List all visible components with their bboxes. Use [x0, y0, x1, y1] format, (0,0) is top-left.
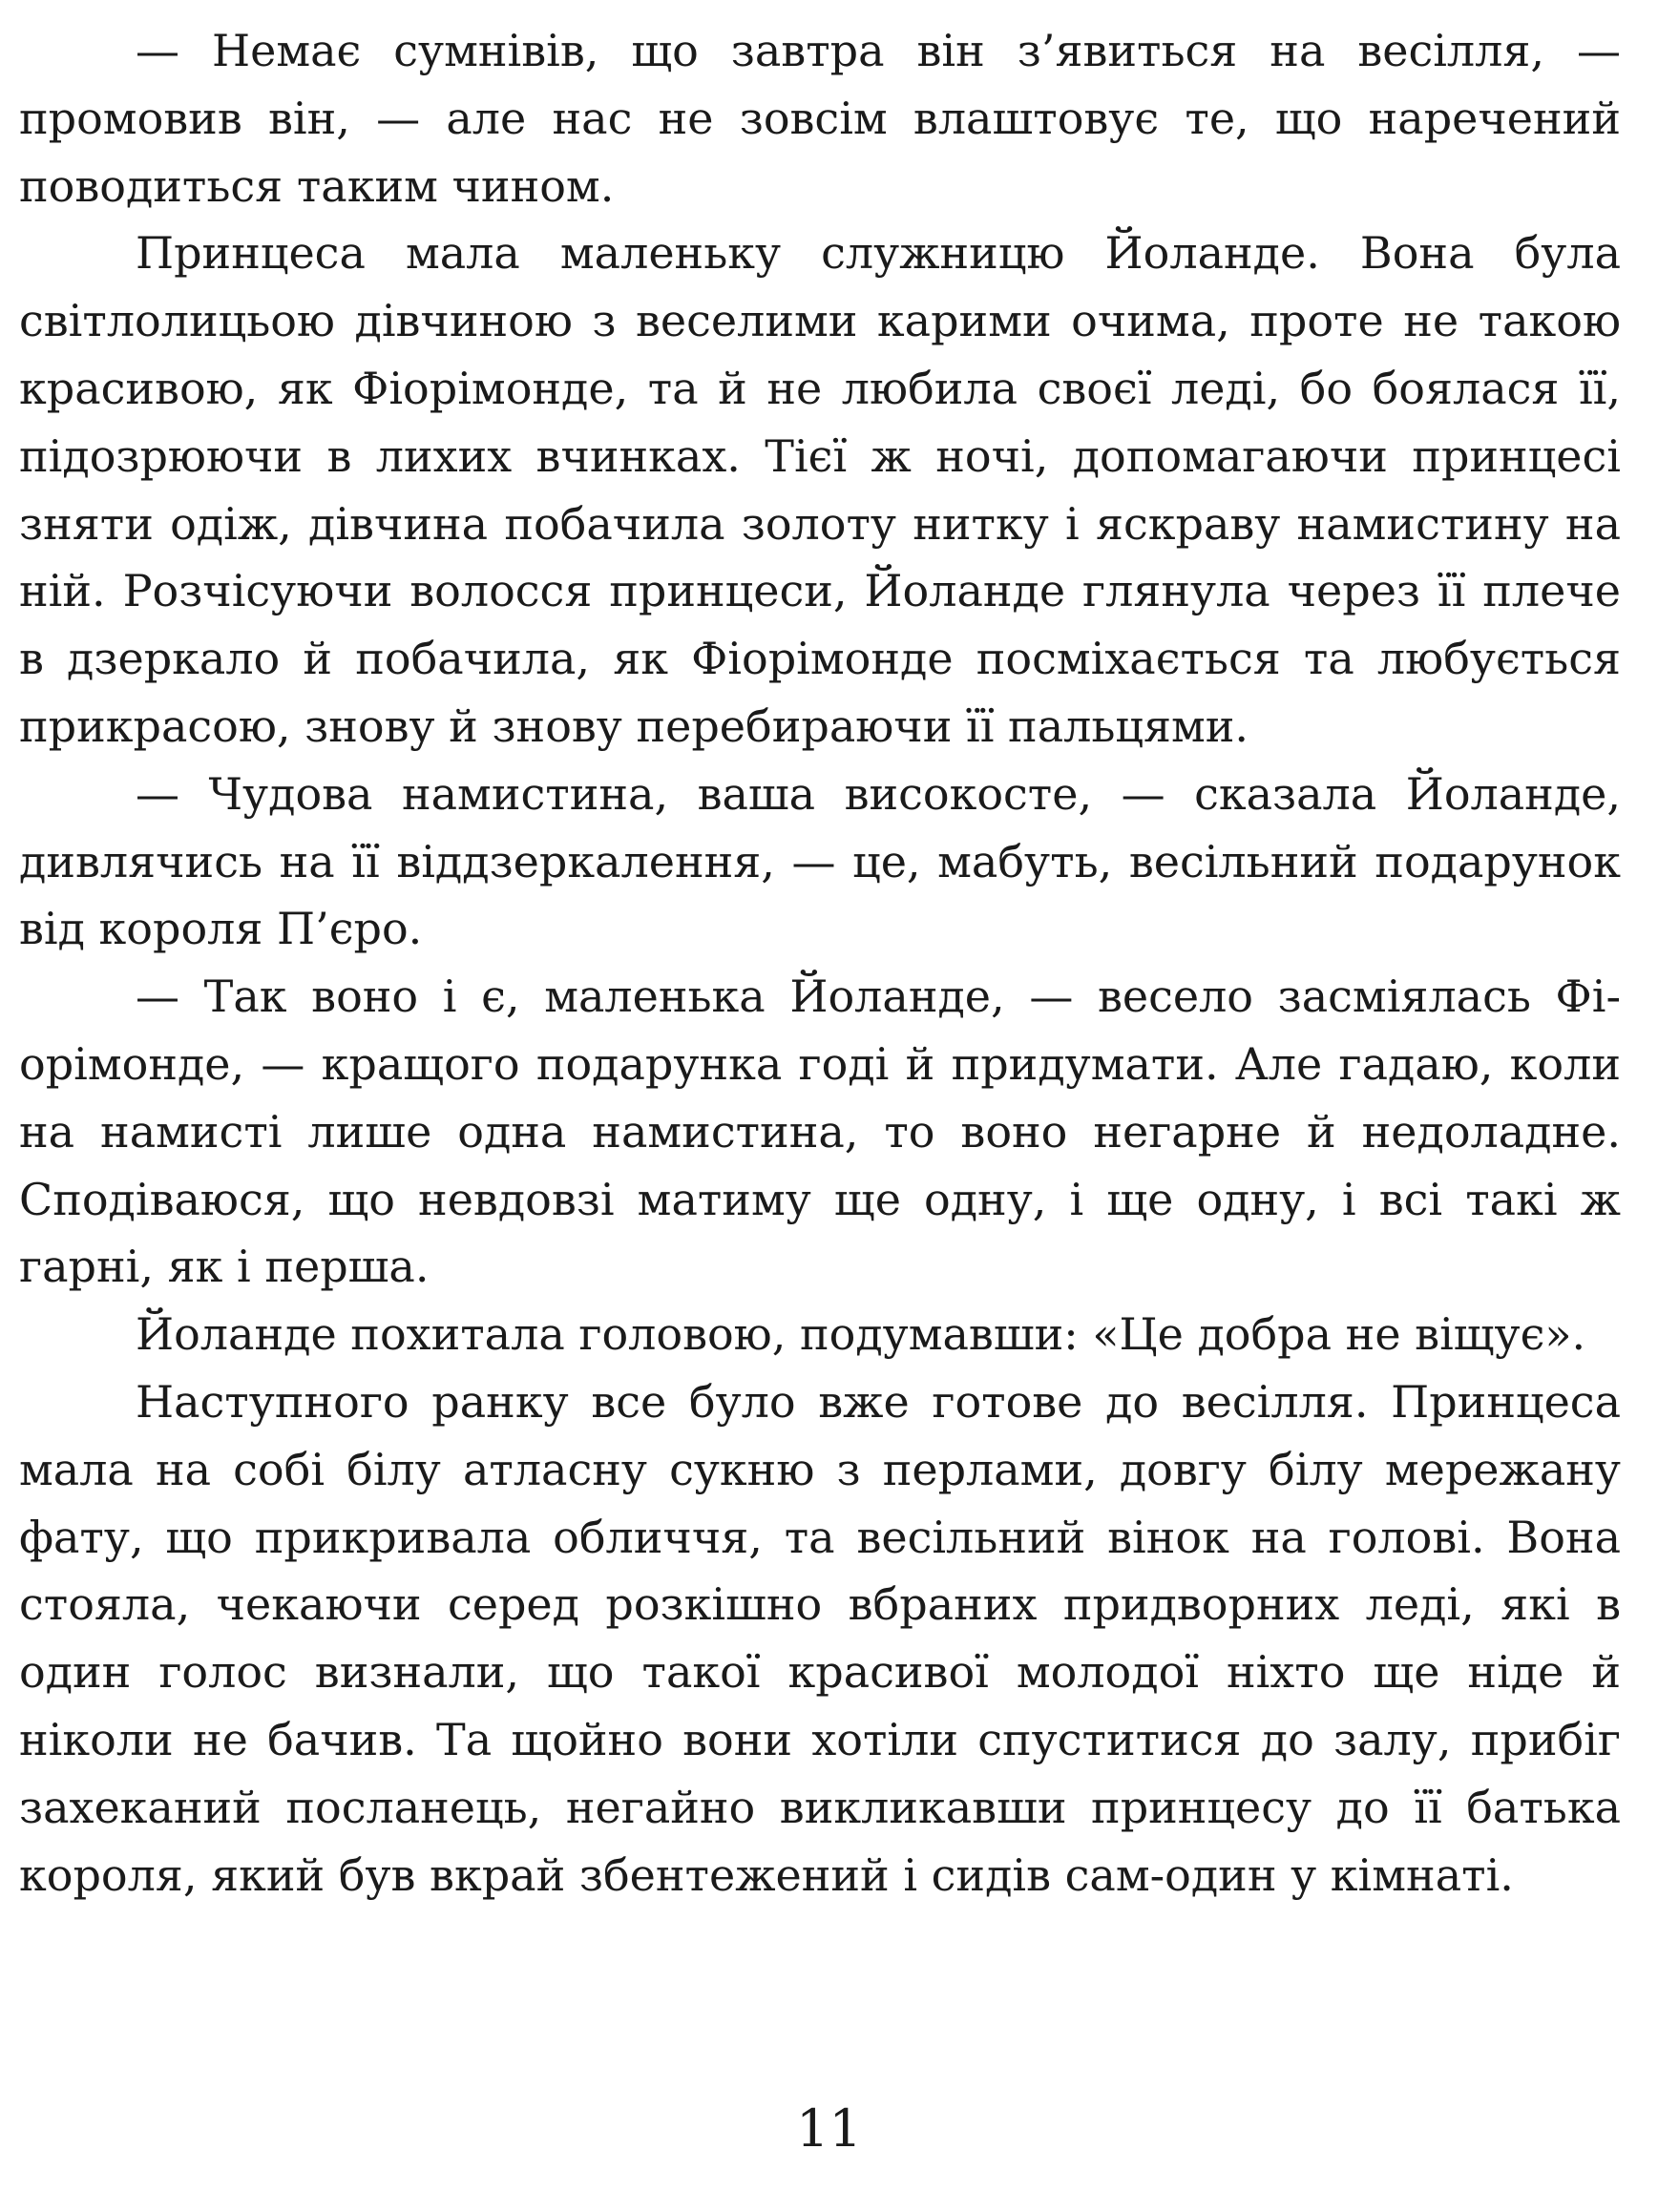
paragraph: — Чудова намистина, ваша високосте, — сказала Йоланде, дивлячись на її віддзеркалення, — це, мабуть, весільний подарунок від короля П’єро. [19, 767, 1621, 955]
paragraph: — Так воно і є, маленька Йоланде, — весело засміялась Фіорімонде, — кращого подарунка годі й придумати. Але гадаю, коли на намисті лише одна намистина, то воно негарне й недоладне. Сподіваюся, що невдовзі матиму ще одну, і ще одну, і всі такі ж гарні, як і перша. [19, 970, 1621, 1293]
page-text-body [19, 17, 1621, 1909]
paragraph: Наступного ранку все було вже готове до весілля. Принцеса мала на собі білу атласну сукню з перлами, довгу білу мережану фату, що прикривала обличчя, та весільний вінок на голові. Вона стояла, чекаючи серед розкішно вбраних придворних леді, які в один голос визнали, що такої красивої молодої ніхто ще ніде й ніколи не бачив. Та щойно вони хотіли спуститися до залу, прибіг захеканий посланець, негайно викликавши принцесу до її батька короля, який був вкрай збентежений і сидів сам-один у кімнаті. [19, 1375, 1621, 1901]
paragraph: Принцеса мала маленьку служницю Йоланде. Вона була світлолицьою дівчиною з веселими карими очима, проте не такою красивою, як Фіорімонде, та й не любила своєї леді, бо боялася її, підозрюючи в лихих вчинках. Тієї ж ночі, допомагаючи принцесі зняти одіж, дівчина побачила золоту нитку і яскраву намистину на ній. Розчісуючи волосся принцеси, Йоланде глянула через її плече в дзеркало й побачила, як Фіорімонде посміхається та любується прикрасою, знову й знову перебираючи її пальцями. [19, 227, 1621, 752]
page-number: 11 [796, 2098, 862, 2159]
paragraph: — Немає сумнівів, що завтра він з’явиться на весілля, — промовив він, — але нас не зовсім влаштовує те, що наречений поводиться таким чином. [19, 25, 1621, 212]
paragraph: Йоланде похитала головою, подумавши: «Це добра не віщує». [136, 1308, 1586, 1361]
